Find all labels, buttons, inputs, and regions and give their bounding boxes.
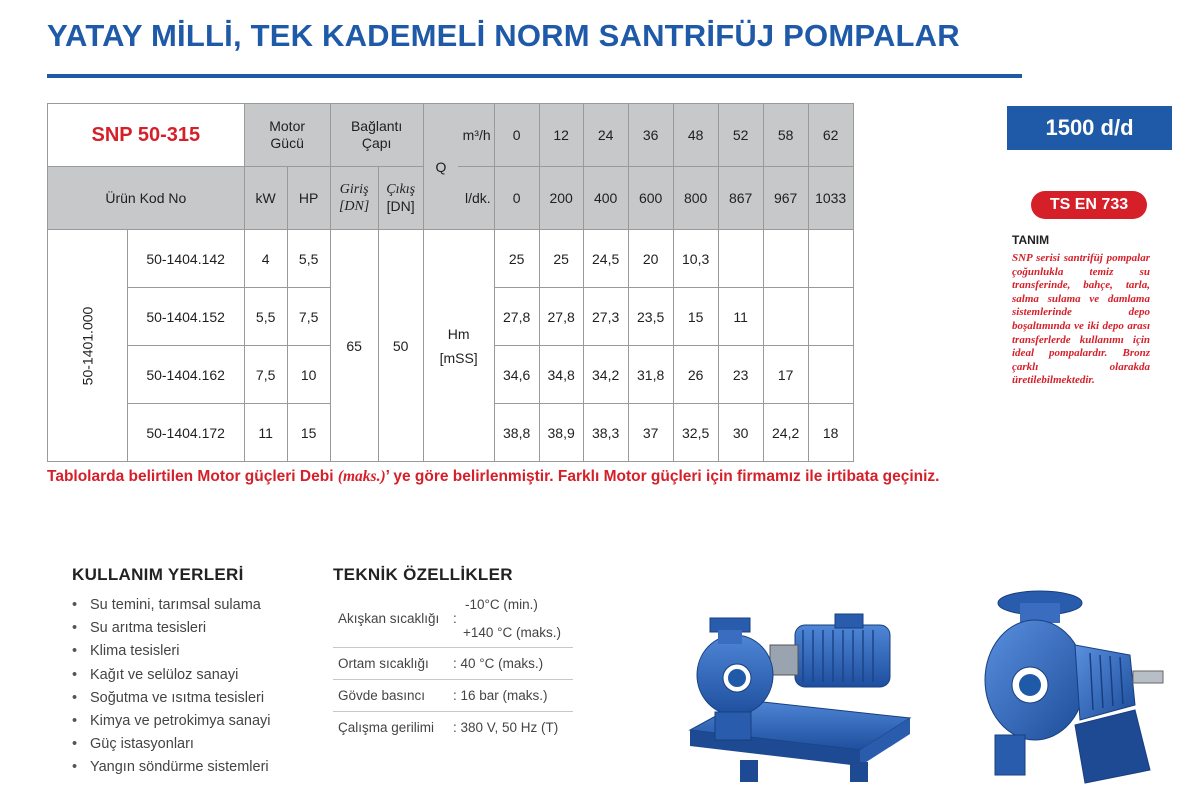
unit-ldk: l/dk. <box>458 167 494 230</box>
unit-m3h: m³/h <box>458 104 494 167</box>
group-code: 50-1401.000 <box>48 230 128 462</box>
tech-value: : 40 °C (maks.) <box>453 656 544 671</box>
list-item: • Su arıtma tesisleri <box>72 617 271 640</box>
hm-cell <box>763 230 808 288</box>
usage-list <box>72 594 271 780</box>
hm-cell: 32,5 <box>673 404 718 462</box>
tech-value: : 16 bar (maks.) <box>453 688 548 703</box>
q-m3h-cell: 48 <box>673 104 718 167</box>
kw-value: 5,5 <box>244 288 287 346</box>
hm-cell: 27,3 <box>583 288 628 346</box>
urun-kod-no-header: Ürün Kod No <box>48 167 245 230</box>
hm-cell: 34,6 <box>494 346 539 404</box>
hm-cell <box>718 230 763 288</box>
list-item: • Yangın söndürme sistemleri <box>72 756 271 779</box>
performance-table <box>47 103 899 462</box>
list-item: • Su temini, tarımsal sulama <box>72 594 271 617</box>
q-ldk-cell: 800 <box>673 167 718 230</box>
tech-label: Akışkan sıcaklığı <box>338 611 440 626</box>
hm-cell: 23,5 <box>628 288 673 346</box>
tech-value: : 380 V, 50 Hz (T) <box>453 720 559 735</box>
list-item: • Soğutma ve ısıtma tesisleri <box>72 687 271 710</box>
hp-value: 15 <box>287 404 330 462</box>
hm-cell: 30 <box>718 404 763 462</box>
product-code: 50-1404.172 <box>127 404 244 462</box>
tech-row <box>333 648 573 680</box>
tech-label: Gövde basıncı <box>338 688 426 703</box>
list-item: • Klima tesisleri <box>72 640 271 663</box>
q-m3h-cell: 36 <box>628 104 673 167</box>
bullet-icon: • <box>72 643 78 660</box>
bullet-icon: • <box>72 689 78 706</box>
kw-header: kW <box>244 167 287 230</box>
hm-cell: 38,8 <box>494 404 539 462</box>
kw-value: 4 <box>244 230 287 288</box>
hm-cell: 25 <box>494 230 539 288</box>
motor-gucu-header: Motor Gücü <box>244 104 330 167</box>
title-divider <box>47 74 1022 78</box>
q-m3h-cell: 52 <box>718 104 763 167</box>
hm-cell <box>808 230 853 288</box>
motor-power-note: Tablolarda belirtilen Motor güçleri Debi (maks.)’ ye göre belirlenmiştir. Farklı Motor güçleri için firmamız ile irtibata geçiniz. <box>47 468 940 485</box>
hm-cell: 34,2 <box>583 346 628 404</box>
product-code: 50-1404.162 <box>127 346 244 404</box>
q-m3h-cell: 0 <box>494 104 539 167</box>
hm-cell: 15 <box>673 288 718 346</box>
q-ldk-cell: 967 <box>763 167 808 230</box>
hp-value: 5,5 <box>287 230 330 288</box>
tech-row <box>333 712 573 744</box>
q-ldk-cell: 200 <box>539 167 583 230</box>
product-code: 50-1404.152 <box>127 288 244 346</box>
bare-pump-image <box>975 585 1170 790</box>
kw-value: 7,5 <box>244 346 287 404</box>
hm-cell: 27,8 <box>539 288 583 346</box>
hm-cell: 37 <box>628 404 673 462</box>
cikis-value: 50 <box>378 230 423 462</box>
hm-cell <box>808 346 853 404</box>
bullet-icon: • <box>72 620 78 637</box>
hm-cell: 27,8 <box>494 288 539 346</box>
tech-specs-table <box>333 593 573 744</box>
hm-cell: 25 <box>539 230 583 288</box>
q-label: Q <box>423 104 458 230</box>
q-ldk-cell: 0 <box>494 167 539 230</box>
hm-cell: 24,2 <box>763 404 808 462</box>
hm-cell <box>763 288 808 346</box>
hp-value: 7,5 <box>287 288 330 346</box>
speed-badge: 1500 d/d <box>1007 106 1172 150</box>
q-ldk-cell: 867 <box>718 167 763 230</box>
pump-with-motor-image <box>685 600 915 790</box>
tech-title: TEKNİK ÖZELLİKLER <box>333 565 513 584</box>
bullet-icon: • <box>72 759 78 776</box>
hp-header: HP <box>287 167 330 230</box>
cikis-header: Çıkış [DN] <box>378 167 423 230</box>
q-m3h-cell: 62 <box>808 104 853 167</box>
tanim-title: TANIM <box>1012 233 1050 247</box>
hm-cell: 23 <box>718 346 763 404</box>
q-ldk-cell: 1033 <box>808 167 853 230</box>
q-m3h-cell: 24 <box>583 104 628 167</box>
product-code: 50-1404.142 <box>127 230 244 288</box>
hm-cell <box>808 288 853 346</box>
usage-title: KULLANIM YERLERİ <box>72 565 244 584</box>
page-title: YATAY MİLLİ, TEK KADEMELİ NORM SANTRİFÜJ POMPALAR <box>47 18 960 53</box>
standard-badge: TS EN 733 <box>1031 191 1147 219</box>
giris-header: Giriş [DN] <box>330 167 378 230</box>
hm-cell: 31,8 <box>628 346 673 404</box>
bullet-icon: • <box>72 736 78 753</box>
q-m3h-cell: 58 <box>763 104 808 167</box>
list-item: • Kimya ve petrokimya sanayi <box>72 710 271 733</box>
hm-cell: 38,9 <box>539 404 583 462</box>
baglanti-capi-header: Bağlantı Çapı <box>330 104 423 167</box>
bullet-icon: • <box>72 712 78 729</box>
hm-cell: 26 <box>673 346 718 404</box>
tanim-text: SNP serisi santrifüj pompalar çoğunlukla temiz su transferinde, bahçe, tarla, salma sulama ve damlama sistemlerinde depo boşaltımında ve iki depo arası transferlerde kullanımı için ideal pompalardır. Bronz çarklı olarakda üretilebilmektedir. <box>1012 252 1150 387</box>
kw-value: 11 <box>244 404 287 462</box>
bullet-icon: • <box>72 666 78 683</box>
list-item: • Kağıt ve selüloz sanayi <box>72 664 271 687</box>
bullet-icon: • <box>72 597 78 613</box>
tech-row: Akışkan sıcaklığı : -10°C (min.) +140 °C (maks.) <box>333 593 573 648</box>
q-m3h-cell: 12 <box>539 104 583 167</box>
hm-cell: 20 <box>628 230 673 288</box>
q-ldk-cell: 600 <box>628 167 673 230</box>
tech-value: -10°C (min.) <box>465 597 538 612</box>
hm-cell: 11 <box>718 288 763 346</box>
hm-cell: 38,3 <box>583 404 628 462</box>
q-ldk-cell: 400 <box>583 167 628 230</box>
tech-row <box>333 680 573 712</box>
tech-label: Çalışma gerilimi <box>338 720 435 735</box>
giris-value: 65 <box>330 230 378 462</box>
tech-value: +140 °C (maks.) <box>463 625 562 640</box>
list-item: • Güç istasyonları <box>72 733 271 756</box>
hp-value: 10 <box>287 346 330 404</box>
hm-cell: 10,3 <box>673 230 718 288</box>
hm-cell: 34,8 <box>539 346 583 404</box>
hm-cell: 18 <box>808 404 853 462</box>
hm-label: Hm [mSS] <box>423 230 494 462</box>
hm-cell: 17 <box>763 346 808 404</box>
tech-label: Ortam sıcaklığı <box>338 656 429 671</box>
hm-cell: 24,5 <box>583 230 628 288</box>
model-name: SNP 50-315 <box>48 104 245 167</box>
